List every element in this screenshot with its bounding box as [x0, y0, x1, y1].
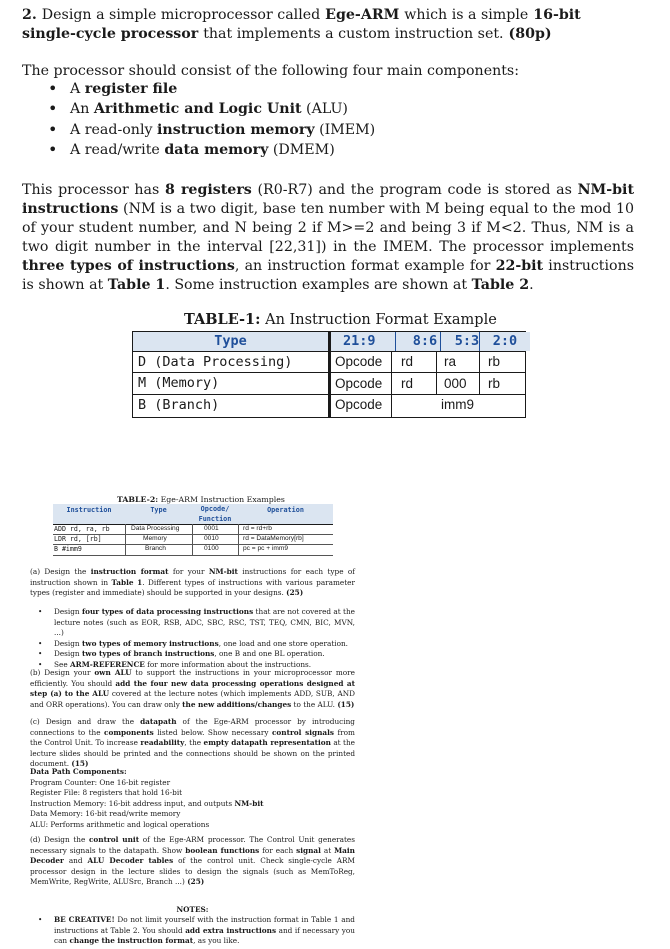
table1-header-type: Type	[133, 332, 328, 351]
list-item: • A read/write data memory (DMEM)	[48, 140, 375, 160]
list-item: • An Arithmetic and Logic Unit (ALU)	[48, 99, 375, 119]
table2-caption: TABLE-2: Ege-ARM Instruction Examples	[117, 495, 285, 504]
list-item: • A register file	[48, 79, 375, 99]
table2-header: Instruction	[53, 504, 125, 524]
intro-text: The processor should consist of the following four main components:	[22, 63, 519, 79]
part-a: (a) Design the instruction format for your NM-bit instructions for each type of instruction shown in Table 1. Different types of instructions with various parameter types (register and immediate) should be supported in your designs. (25)	[30, 567, 355, 597]
table1-header-bits: 5:3	[447, 332, 487, 351]
notes	[30, 915, 355, 947]
table-divider	[328, 332, 331, 417]
table2: Instruction Type Opcode/ Function Operation ADD rd, ra, rb Data Processing 0001 rd = rd+rb LDR rd, [rb] Memory 0010 rd = DataMemory[rb] B #imm9 Branch 0100 pc = pc + imm9	[53, 504, 333, 557]
table1-caption: TABLE-1: An Instruction Format Example	[184, 311, 497, 328]
processor-name: Ege-ARM	[325, 7, 400, 23]
table1-row-type: M (Memory)	[138, 375, 220, 391]
points-label: (80p)	[508, 25, 552, 42]
datapath-components: Data Path Components: Program Counter: One 16-bit register Register File: 8 registers that hold 16-bit Instruction Memory: 16-bit address input, and outputs NM-bit Data Memory: 16-bit read/write memory ALU: Performs arithmetic and logical operations	[30, 767, 264, 829]
component-list	[48, 79, 375, 160]
table1: Type 21:9 8:6 5:3 2:0 D (Data Processing) Opcode rd ra rb M (Memory) Opcode rd 000 rb B (Branch) Opcode imm9	[132, 331, 526, 418]
list-item: • See ARM-REFERENCE for more information about the instructions.	[38, 660, 355, 671]
part-c: (c) Design and draw the datapath of the Ege-ARM processor by introducing connections to the components listed below. Show necessary control signals from the Control Unit. To increase readability, the empty datapath representation at the lecture slides should be printed and the connections should be shown on the printed document. (15)	[30, 717, 355, 768]
table2-header: Opcode/ Function	[192, 504, 238, 524]
question-heading: 2. Design a simple microprocessor called Ege-ARM which is a simple 16-bit single-cycle processor that implements a custom instruction set. (80p)	[22, 7, 581, 42]
part-a-bullets	[30, 607, 355, 670]
table1-row-type: D (Data Processing)	[138, 354, 293, 370]
list-item: • A read-only instruction memory (IMEM)	[48, 120, 375, 140]
list-item: • Design four types of data processing instructions that are not covered at the lecture notes (such as EOR, RSB, ADC, SBC, RSC, TST, TEQ, CMN, BIC, MVN, ...)	[38, 607, 355, 639]
table1-row-type: B (Branch)	[138, 397, 220, 413]
table1-header-bits: 21:9	[343, 332, 403, 351]
list-item: • Design two types of memory instructions, one load and one store operation.	[38, 639, 355, 650]
table2-header: Type	[125, 504, 192, 524]
table1-header-bits: 2:0	[485, 332, 525, 351]
heading-text: Design a simple microprocessor called	[41, 7, 321, 23]
table2-header: Operation	[238, 504, 333, 524]
components-title: Data Path Components:	[30, 767, 127, 776]
part-d: (d) Design the control unit of the Ege-ARM processor. The Control Unit generates necessary signals to the datapath. Show boolean functions for each signal at Main Decoder and ALU Decoder tables of the control unit. Check single-cycle ARM processor design in the lecture slides to design the signals (such as MemToReg, MemWrite, RegWrite, ALUSrc, Branch ...) (25)	[30, 835, 355, 886]
processor-spec: 16-bit single-cycle processor	[22, 7, 581, 42]
list-item: • Design two types of branch instructions, one B and one BL operation.	[38, 649, 355, 660]
table1-header-bits: 8:6	[405, 332, 445, 351]
part-b: (b) Design your own ALU to support the instructions in your microprocessor more efficiently. You should add the four new data processing operations designed at step (a) to the ALU covered at the lecture notes (which implements ADD, SUB, AND and ORR operations). You can draw only the new additions/changes to the ALU. (15)	[30, 668, 355, 709]
notes-title: NOTES:	[176, 905, 209, 914]
list-item: • BE CREATIVE! Do not limit yourself with the instruction format in Table 1 and instructions at Table 2. You should add extra instructions and if necessary you can change the instruction format, as you like.	[38, 915, 355, 947]
description-paragraph: This processor has 8 registers (R0-R7) and the program code is stored as NM-bit instructions (NM is a two digit, base ten number with M being equal to the mod 10 of your student number, and N being 2 if M>=2 and being 3 if M<2. Thus, NM is a two digit number in the interval [22,31]) in the IMEM. The processor implements three types of instructions, an instruction format example for 22-bit instructions is shown at Table 1. Some instruction examples are shown at Table 2.	[22, 182, 635, 293]
